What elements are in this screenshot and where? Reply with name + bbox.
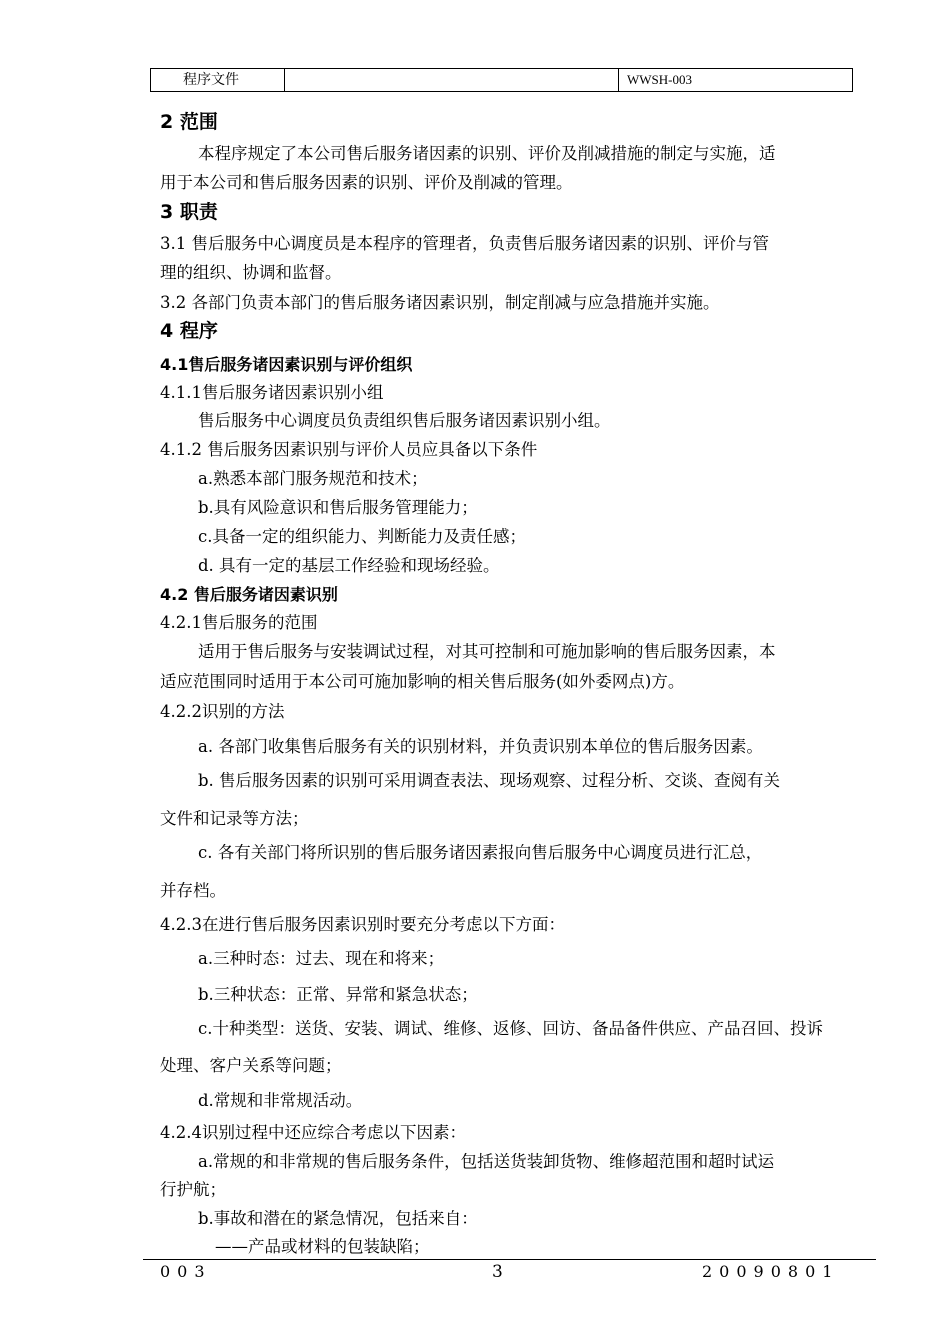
paragraph-line: 4.1.2 售后服务因素识别与评价人员应具备以下条件 — [160, 440, 538, 459]
paragraph-line: 本程序规定了本公司售后服务诸因素的识别、评价及削减措施的制定与实施，适 — [198, 144, 776, 163]
paragraph-line: 用于本公司和售后服务因素的识别、评价及削减的管理。 — [160, 173, 573, 192]
list-item: a. 各部门收集售后服务有关的识别材料，并负责识别本单位的售后服务因素。 — [198, 737, 763, 756]
footer-page-number: 3 — [492, 1262, 503, 1282]
list-item: ——产品或材料的包装缺陷； — [215, 1237, 430, 1256]
list-item: c.具备一定的组织能力、判断能力及责任感； — [198, 527, 526, 546]
list-item: d. 具有一定的基层工作经验和现场经验。 — [198, 556, 500, 575]
subsection-heading: 4.1售后服务诸因素识别与评价组织 — [160, 355, 413, 374]
header-doc-number: WWSH-003 — [627, 72, 692, 87]
paragraph-line: 适应范围同时适用于本公司可施加影响的相关售后服务(如外委网点)方。 — [160, 672, 685, 691]
list-item: a.熟悉本部门服务规范和技术； — [198, 469, 428, 488]
list-item: c. 各有关部门将所识别的售后服务诸因素报向售后服务中心调度员进行汇总， — [198, 843, 763, 862]
section-heading-scope: 2 范围 — [160, 111, 218, 133]
list-item: b.事故和潜在的紧急情况，包括来自： — [198, 1209, 478, 1228]
list-item: a.三种时态：过去、现在和将来； — [198, 949, 445, 968]
paragraph-line: 文件和记录等方法； — [160, 809, 309, 828]
paragraph-line: 4.2.2识别的方法 — [160, 702, 285, 721]
header-blank-cell — [285, 69, 619, 91]
paragraph-line: 3.1 售后服务中心调度员是本程序的管理者，负责售后服务诸因素的识别、评价与管 — [160, 234, 769, 253]
paragraph-line: 理的组织、协调和监督。 — [160, 263, 342, 282]
paragraph-line: 3.2 各部门负责本部门的售后服务诸因素识别，制定削减与应急措施并实施。 — [160, 293, 720, 312]
paragraph-line: 行护航； — [160, 1180, 226, 1199]
header-doc-type: 程序文件 — [151, 69, 285, 91]
section-heading-procedure: 4 程序 — [160, 320, 218, 342]
list-item: d.常规和非常规活动。 — [198, 1091, 363, 1110]
list-item: a.常规的和非常规的售后服务条件，包括送货装卸货物、维修超范围和超时试运 — [198, 1152, 775, 1171]
footer-doc-code: 003 — [160, 1262, 212, 1281]
header-table — [150, 68, 853, 92]
list-item: b.具有风险意识和售后服务管理能力； — [198, 498, 478, 517]
section-heading-duties: 3 职责 — [160, 201, 218, 223]
paragraph-line: 处理、客户关系等问题； — [160, 1056, 342, 1075]
list-item: c.十种类型：送货、安装、调试、维修、返修、回访、备品备件供应、产品召回、投诉 — [198, 1019, 823, 1038]
footer-date: 20090801 — [702, 1262, 840, 1281]
paragraph-line: 适用于售后服务与安装调试过程，对其可控制和可施加影响的售后服务因素，本 — [198, 642, 776, 661]
paragraph-line: 并存档。 — [160, 881, 226, 900]
paragraph-line: 售后服务中心调度员负责组织售后服务诸因素识别小组。 — [198, 411, 611, 430]
paragraph-line: 4.2.4识别过程中还应综合考虑以下因素： — [160, 1123, 466, 1142]
paragraph-line: 4.2.3在进行售后服务因素识别时要充分考虑以下方面： — [160, 915, 565, 934]
list-item: b.三种状态：正常、异常和紧急状态； — [198, 985, 478, 1004]
subsection-heading: 4.2 售后服务诸因素识别 — [160, 585, 338, 604]
list-item: b. 售后服务因素的识别可采用调查表法、现场观察、过程分析、交谈、查阅有关 — [198, 771, 781, 790]
paragraph-line: 4.1.1售后服务诸因素识别小组 — [160, 383, 384, 402]
paragraph-line: 4.2.1售后服务的范围 — [160, 613, 318, 632]
footer-rule — [143, 1259, 876, 1260]
